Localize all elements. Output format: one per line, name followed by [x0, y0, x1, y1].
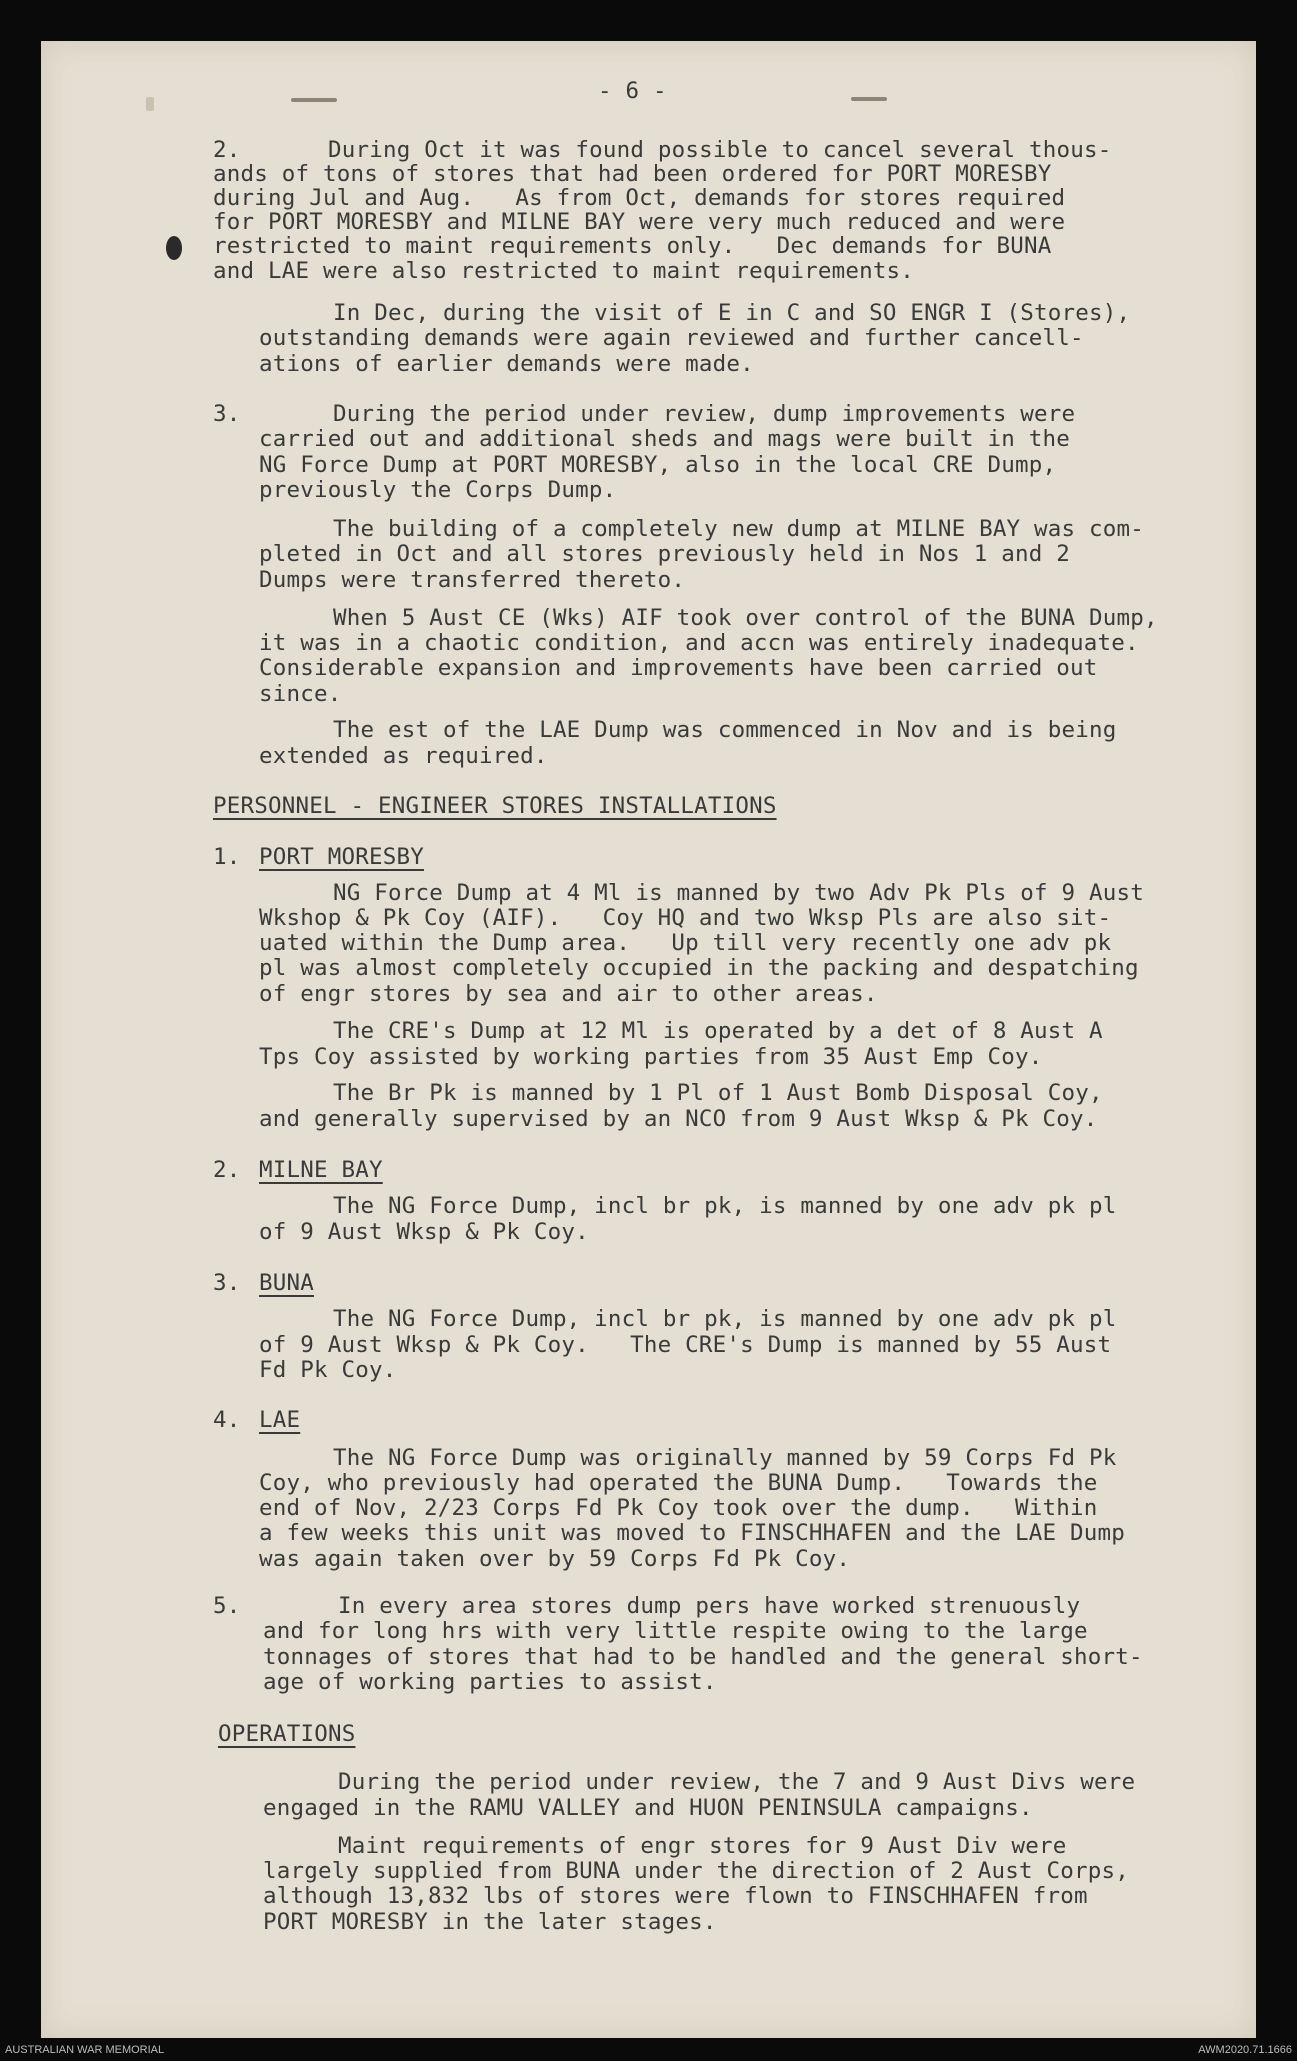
- text-line: The NG Force Dump was originally manned by 59 Corps Fd Pk: [333, 1445, 1117, 1471]
- text-line: PORT MORESBY in the later stages.: [263, 1909, 717, 1935]
- text-line: The NG Force Dump, incl br pk, is manned by one adv pk pl: [333, 1306, 1117, 1332]
- page-number: - 6 -: [598, 78, 667, 104]
- paragraph-marker: 4.: [213, 1407, 241, 1433]
- paragraph-marker: 5.: [213, 1593, 241, 1619]
- text-line: Coy, who previously had operated the BUNA Dump. Towards the: [259, 1470, 1098, 1496]
- text-line: age of working parties to assist.: [263, 1669, 717, 1695]
- staple-mark: [146, 97, 154, 111]
- text-line: ations of earlier demands were made.: [259, 351, 754, 377]
- text-line: NG Force Dump at 4 Ml is manned by two Adv Pk Pls of 9 Aust: [333, 880, 1145, 906]
- text-line: end of Nov, 2/23 Corps Fd Pk Coy took over the dump. Within: [259, 1495, 1098, 1521]
- text-line: Dumps were transferred thereto.: [259, 567, 686, 593]
- text-line: it was in a chaotic condition, and accn was entirely inadequate.: [259, 630, 1139, 656]
- paragraph-marker: 2.: [213, 137, 241, 163]
- text-line: In every area stores dump pers have worked strenuously: [338, 1593, 1081, 1619]
- text-line: During Oct it was found possible to cancel several thous-: [328, 137, 1112, 163]
- text-line: In Dec, during the visit of E in C and SO ENGR I (Stores),: [333, 300, 1131, 326]
- text-line: The building of a completely new dump at MILNE BAY was com-: [333, 516, 1145, 542]
- text-line: and for long hrs with very little respite owing to the large: [263, 1618, 1088, 1644]
- text-line: of 9 Aust Wksp & Pk Coy. The CRE's Dump is manned by 55 Aust: [259, 1332, 1112, 1358]
- text-line: engaged in the RAMU VALLEY and HUON PENINSULA campaigns.: [263, 1795, 1033, 1821]
- text-line: During the period under review, dump improvements were: [333, 401, 1076, 427]
- paragraph-marker: 3.: [213, 1270, 241, 1296]
- section-heading: LAE: [259, 1407, 301, 1433]
- text-line: although 13,832 lbs of stores were flown to FINSCHHAFEN from: [263, 1883, 1088, 1909]
- section-heading: OPERATIONS: [218, 1721, 356, 1747]
- text-line: carried out and additional sheds and mags were built in the: [259, 426, 1071, 452]
- text-line: ands of tons of stores that had been ordered for PORT MORESBY: [213, 161, 1052, 187]
- text-line: The est of the LAE Dump was commenced in Nov and is being: [333, 717, 1117, 743]
- text-line: previously the Corps Dump.: [259, 477, 617, 503]
- text-line: was again taken over by 59 Corps Fd Pk Coy.: [259, 1546, 851, 1572]
- text-line: largely supplied from BUNA under the direction of 2 Aust Corps,: [263, 1858, 1130, 1884]
- text-line: extended as required.: [259, 743, 548, 769]
- paragraph-marker: 2.: [213, 1157, 241, 1183]
- section-heading: MILNE BAY: [259, 1157, 383, 1183]
- text-line: pl was almost completely occupied in the packing and despatching: [259, 955, 1139, 981]
- text-line: of 9 Aust Wksp & Pk Coy.: [259, 1219, 589, 1245]
- punch-hole: [166, 236, 182, 260]
- footer-left: AUSTRALIAN WAR MEMORIAL: [5, 2044, 165, 2056]
- pin-mark: [851, 97, 887, 101]
- text-line: pleted in Oct and all stores previously held in Nos 1 and 2: [259, 541, 1071, 567]
- text-line: Considerable expansion and improvements have been carried out: [259, 655, 1098, 681]
- text-line: for PORT MORESBY and MILNE BAY were very much reduced and were: [213, 209, 1066, 235]
- text-line: since.: [259, 681, 342, 707]
- text-line: The Br Pk is manned by 1 Pl of 1 Aust Bomb Disposal Coy,: [333, 1080, 1103, 1106]
- text-line: tonnages of stores that had to be handled and the general short-: [263, 1644, 1143, 1670]
- section-heading: BUNA: [259, 1270, 314, 1296]
- text-line: Fd Pk Coy.: [259, 1357, 397, 1383]
- text-line: During the period under review, the 7 and 9 Aust Divs were: [338, 1769, 1136, 1795]
- text-line: a few weeks this unit was moved to FINSCHHAFEN and the LAE Dump: [259, 1520, 1126, 1546]
- text-line: and generally supervised by an NCO from 9 Aust Wksp & Pk Coy.: [259, 1106, 1098, 1132]
- paragraph-marker: 1.: [213, 844, 241, 870]
- text-line: outstanding demands were again reviewed and further cancell-: [259, 325, 1084, 351]
- text-line: Maint requirements of engr stores for 9 Aust Div were: [338, 1833, 1067, 1859]
- footer-right: AWM2020.71.1666: [1198, 2044, 1292, 2056]
- text-line: uated within the Dump area. Up till very recently one adv pk: [259, 930, 1112, 956]
- text-line: restricted to maint requirements only. Dec demands for BUNA: [213, 233, 1052, 259]
- text-line: The NG Force Dump, incl br pk, is manned by one adv pk pl: [333, 1193, 1117, 1219]
- text-line: and LAE were also restricted to maint requirements.: [213, 258, 915, 284]
- text-line: The CRE's Dump at 12 Ml is operated by a det of 8 Aust A: [333, 1018, 1103, 1044]
- text-line: When 5 Aust CE (Wks) AIF took over control of the BUNA Dump,: [333, 605, 1158, 631]
- text-line: Wkshop & Pk Coy (AIF). Coy HQ and two Wksp Pls are also sit-: [259, 905, 1112, 931]
- pin-mark: [291, 98, 337, 102]
- paragraph-marker: 3.: [213, 401, 241, 427]
- text-line: Tps Coy assisted by working parties from 35 Aust Emp Coy.: [259, 1044, 1043, 1070]
- text-line: during Jul and Aug. As from Oct, demands for stores required: [213, 185, 1066, 211]
- section-heading: PORT MORESBY: [259, 844, 424, 870]
- text-line: of engr stores by sea and air to other areas.: [259, 981, 878, 1007]
- section-heading: PERSONNEL - ENGINEER STORES INSTALLATIONS: [213, 793, 777, 819]
- text-line: NG Force Dump at PORT MORESBY, also in the local CRE Dump,: [259, 452, 1057, 478]
